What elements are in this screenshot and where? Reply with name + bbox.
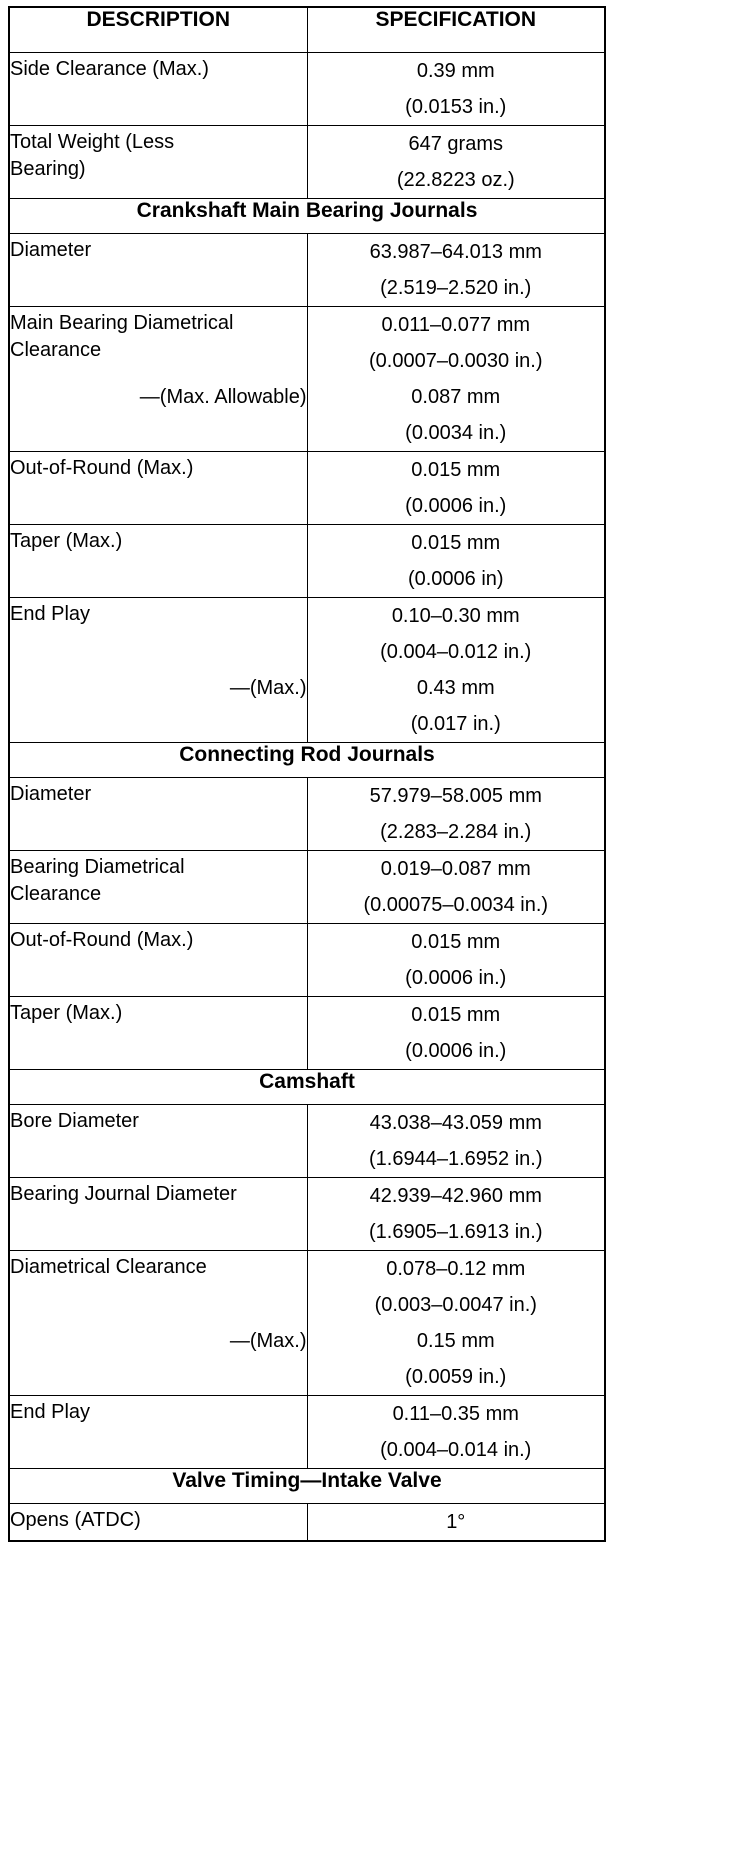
description-text: Taper (Max.) <box>10 530 123 552</box>
spec-row <box>9 1178 605 1251</box>
spec-row <box>9 598 605 743</box>
specification-cell <box>307 307 605 452</box>
spec-value: (0.004–0.012 in.) <box>380 641 532 663</box>
spec-value: (0.0006 in) <box>407 568 504 590</box>
spec-value: (0.0006 in.) <box>405 1040 507 1062</box>
spec-value: 0.011–0.077 mm <box>381 314 531 336</box>
description-cell <box>9 851 307 924</box>
spec-value: (0.003–0.0047 in.) <box>374 1294 537 1316</box>
specification-cell <box>307 924 605 997</box>
spec-row <box>9 234 605 307</box>
spec-value: 0.078–0.12 mm <box>386 1258 526 1280</box>
spec-row <box>9 307 605 452</box>
specification-cell <box>307 1504 605 1542</box>
spec-value: (0.0006 in.) <box>405 495 507 517</box>
spec-value: (1.6944–1.6952 in.) <box>369 1148 543 1170</box>
section-row <box>9 1469 605 1504</box>
spec-value: 647 grams <box>408 133 503 155</box>
spec-row <box>9 1105 605 1178</box>
section-row <box>9 1070 605 1105</box>
spec-value: (2.519–2.520 in.) <box>380 277 532 299</box>
description-subitem: —(Max.) <box>229 677 307 699</box>
description-text: Bearing Diametrical Clearance <box>10 856 185 905</box>
spec-value: (0.0153 in.) <box>405 96 507 118</box>
specification-cell <box>307 1178 605 1251</box>
specification-cell <box>307 1105 605 1178</box>
spec-value: 0.10–0.30 mm <box>391 605 520 627</box>
spec-value: (0.0059 in.) <box>405 1366 507 1388</box>
description-cell <box>9 997 307 1070</box>
spec-value: 0.019–0.087 mm <box>380 858 531 880</box>
specification-cell <box>307 778 605 851</box>
spec-value: (0.0006 in.) <box>405 967 507 989</box>
spec-body <box>9 53 605 1542</box>
description-cell <box>9 525 307 598</box>
specification-cell <box>307 1396 605 1469</box>
spec-value: 0.39 mm <box>416 60 495 82</box>
section-title: Crankshaft Main Bearing Journals <box>9 199 605 234</box>
spec-row <box>9 778 605 851</box>
spec-value: (2.283–2.284 in.) <box>380 821 532 843</box>
description-subitem: —(Max. Allowable) <box>139 386 307 408</box>
description-text: Bearing Journal Diameter <box>10 1183 237 1205</box>
specification-cell <box>307 851 605 924</box>
description-cell <box>9 1251 307 1396</box>
spec-value: 0.015 mm <box>411 931 501 953</box>
description-cell <box>9 234 307 307</box>
spec-row <box>9 1251 605 1396</box>
spec-value: 0.11–0.35 mm <box>392 1403 519 1425</box>
description-text: Taper (Max.) <box>10 1002 123 1024</box>
spec-value: (0.0034 in.) <box>405 422 507 444</box>
spec-value: 0.15 mm <box>416 1330 495 1352</box>
description-cell <box>9 598 307 743</box>
specification-cell <box>307 126 605 199</box>
description-text: Bore Diameter <box>10 1110 139 1132</box>
description-text: Diameter <box>10 239 92 261</box>
specification-cell <box>307 1251 605 1396</box>
spec-row <box>9 997 605 1070</box>
spec-value: (0.017 in.) <box>410 713 501 735</box>
description-cell <box>9 1396 307 1469</box>
spec-value: 0.015 mm <box>411 1004 501 1026</box>
description-text: End Play <box>10 603 91 625</box>
header-row <box>9 7 605 53</box>
section-title: Valve Timing—Intake Valve <box>9 1469 605 1504</box>
spec-row <box>9 452 605 525</box>
specification-cell <box>307 997 605 1070</box>
spec-value: 0.43 mm <box>416 677 495 699</box>
description-cell <box>9 1178 307 1251</box>
spec-row <box>9 924 605 997</box>
description-text: End Play <box>10 1401 91 1423</box>
description-cell <box>9 452 307 525</box>
spec-value: 0.015 mm <box>411 532 501 554</box>
spec-value: 0.087 mm <box>411 386 501 408</box>
description-cell <box>9 1105 307 1178</box>
spec-row <box>9 53 605 126</box>
section-row <box>9 743 605 778</box>
spec-row <box>9 1504 605 1542</box>
description-text: Out-of-Round (Max.) <box>10 457 194 479</box>
description-text: Diameter <box>10 783 92 805</box>
description-text: Side Clearance (Max.) <box>10 58 209 80</box>
description-cell <box>9 1504 307 1542</box>
description-text: Total Weight (Less Bearing) <box>10 131 175 180</box>
section-row <box>9 199 605 234</box>
spec-value: 63.987–64.013 mm <box>369 241 542 263</box>
section-title: Connecting Rod Journals <box>9 743 605 778</box>
specification-cell <box>307 525 605 598</box>
specification-cell <box>307 53 605 126</box>
section-title: Camshaft <box>9 1070 605 1105</box>
description-text: Diametrical Clearance <box>10 1256 207 1278</box>
description-header: DESCRIPTION <box>9 7 307 53</box>
spec-value: (0.004–0.014 in.) <box>380 1439 532 1461</box>
spec-value: 43.038–43.059 mm <box>369 1112 542 1134</box>
spec-value: (0.0007–0.0030 in.) <box>369 350 543 372</box>
spec-value: 57.979–58.005 mm <box>369 785 542 807</box>
spec-row <box>9 1396 605 1469</box>
description-cell <box>9 778 307 851</box>
description-subitem: —(Max.) <box>229 1330 307 1352</box>
spec-table <box>8 6 606 1542</box>
specification-cell <box>307 234 605 307</box>
spec-value: 1° <box>446 1511 466 1533</box>
spec-value: 42.939–42.960 mm <box>369 1185 542 1207</box>
description-cell <box>9 924 307 997</box>
specification-header: SPECIFICATION <box>307 7 605 53</box>
spec-value: (1.6905–1.6913 in.) <box>369 1221 543 1243</box>
description-text: Main Bearing Diametrical Clearance <box>10 312 234 361</box>
spec-row <box>9 525 605 598</box>
spec-value: (0.00075–0.0034 in.) <box>363 894 549 916</box>
spec-value: 0.015 mm <box>411 459 501 481</box>
description-cell <box>9 126 307 199</box>
specification-cell <box>307 452 605 525</box>
specification-cell <box>307 598 605 743</box>
description-cell <box>9 53 307 126</box>
spec-value: (22.8223 oz.) <box>396 169 515 191</box>
description-cell <box>9 307 307 452</box>
spec-row <box>9 851 605 924</box>
description-text: Out-of-Round (Max.) <box>10 929 194 951</box>
spec-row <box>9 126 605 199</box>
description-text: Opens (ATDC) <box>10 1509 141 1531</box>
